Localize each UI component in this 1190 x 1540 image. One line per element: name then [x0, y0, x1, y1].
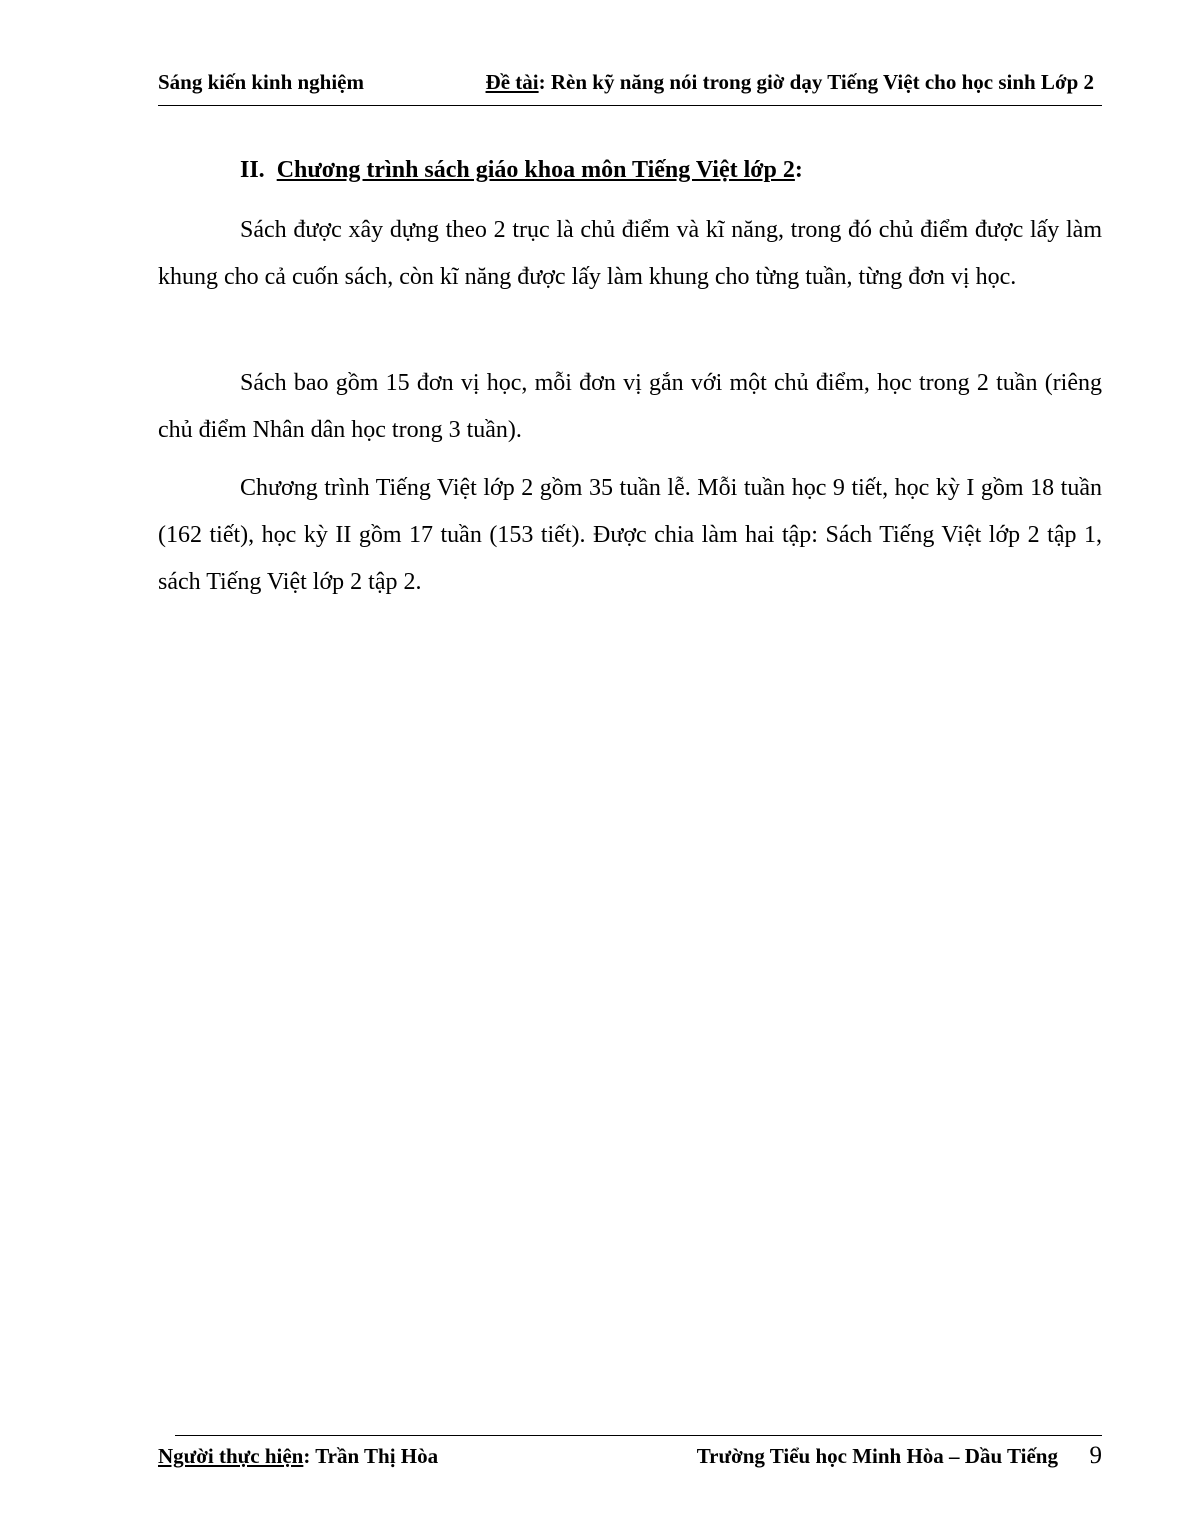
section-title: Chương trình sách giáo khoa môn Tiếng Việt lớp 2: [276, 157, 795, 183]
section-number: II.: [240, 157, 265, 183]
header-topic-label: Đề tài: [485, 70, 539, 94]
page-footer: [158, 1444, 1102, 1474]
page-header: [158, 70, 1102, 100]
paragraph-1: Sách được xây dựng theo 2 trục là chủ điểm và kĩ năng, trong đó chủ điểm được lấy làm khung cho cả cuốn sách, còn kĩ năng được lấy làm khung cho từng tuần, từng đơn vị học.: [158, 217, 1102, 290]
footer-author-name: Trần Thị Hòa: [310, 1444, 439, 1468]
section-title-colon: :: [794, 157, 803, 183]
section-heading: [240, 157, 803, 184]
footer-author-colon: :: [303, 1444, 311, 1468]
footer-author: [158, 1444, 438, 1469]
footer-author-label: Người thực hiện: [158, 1444, 304, 1468]
header-divider: [158, 105, 1102, 106]
header-topic-text: Rèn kỹ năng nói trong giờ dạy Tiếng Việt cho học sinh Lớp 2: [545, 70, 1094, 94]
paragraph-2: Sách bao gồm 15 đơn vị học, mỗi đơn vị gắn với một chủ điểm, học trong 2 tuần (riêng chủ điểm Nhân dân học trong 3 tuần).: [158, 370, 1102, 443]
footer-divider: [175, 1435, 1102, 1436]
header-topic: [486, 70, 1094, 95]
footer-school: Trường Tiểu học Minh Hòa – Dầu Tiếng: [696, 1444, 1058, 1468]
header-document-type: Sáng kiến kinh nghiệm: [158, 70, 365, 94]
header-topic-colon: :: [538, 70, 546, 94]
page-number: 9: [1089, 1442, 1102, 1469]
paragraph-3: Chương trình Tiếng Việt lớp 2 gồm 35 tuần lễ. Mỗi tuần học 9 tiết, học kỳ I gồm 18 tuần (162 tiết), học kỳ II gồm 17 tuần (153 tiết). Được chia làm hai tập: Sách Tiếng Việt lớp 2 tập 1, sách Tiếng Việt lớp 2 tập 2.: [158, 475, 1102, 595]
